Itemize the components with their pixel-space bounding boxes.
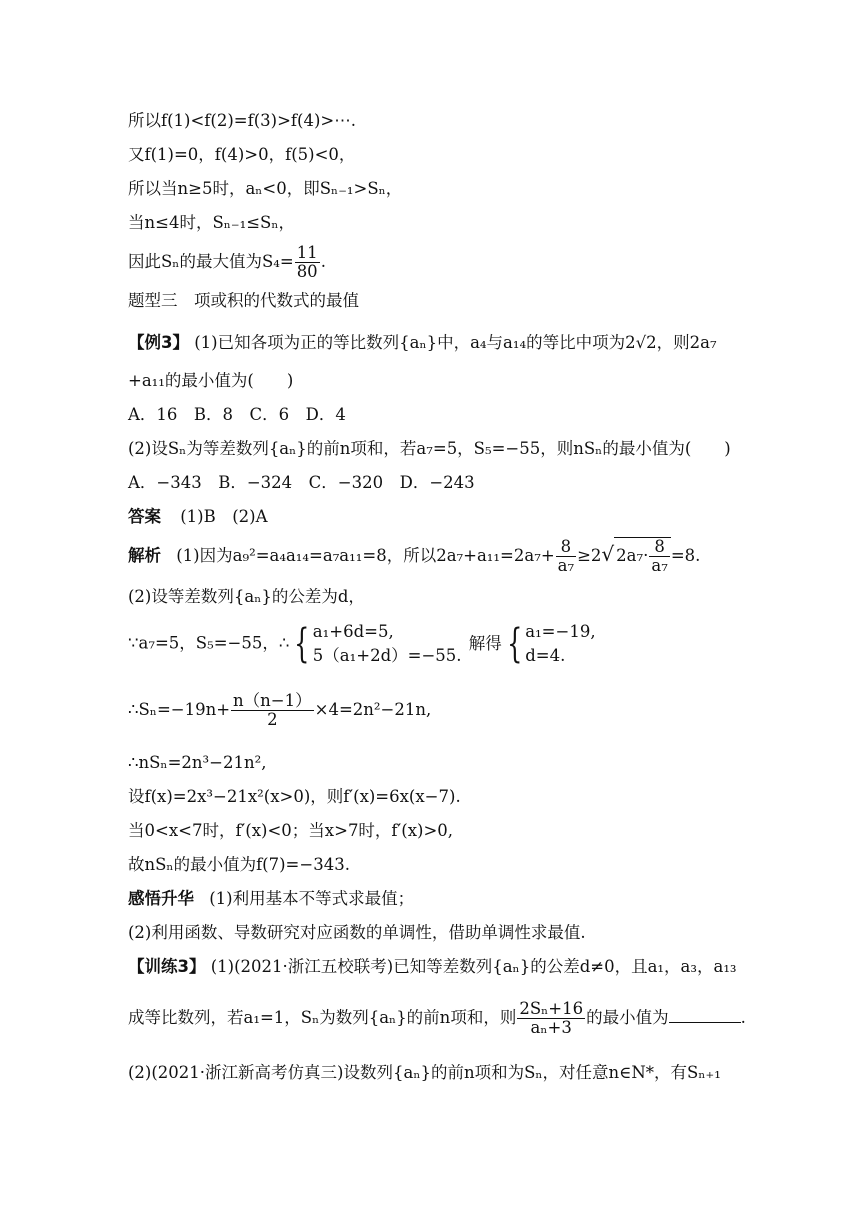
text-fragment: ∵a₇=5，S₅=−55，∴ [128,633,290,653]
equation-system-line [128,620,596,668]
text-line [128,692,431,729]
text-fragment: 的最小值为 [586,1008,669,1027]
fraction [556,538,576,575]
equation: d=4. [525,646,566,665]
text-line: (2)利用函数、导数研究对应函数的单调性，借助单调性求最值. [128,923,586,942]
equation: a₁+6d=5, [312,622,394,641]
equation: 5（a₁+2d）=−55. [312,646,462,665]
fraction-numerator: 8 [649,538,669,557]
text-line [128,537,700,575]
text-line: 又f(1)=0，f(4)>0，f(5)<0， [128,145,356,164]
fraction-denominator: a₇ [651,556,668,575]
text-fragment: (1)利用基本不等式求最值； [209,889,415,908]
text-line: 因此Sₙ的最大值为S₄= $\frac{11}{80}$ . [128,243,326,281]
text-fragment: . [740,1008,746,1027]
text-fragment: 解得 [468,633,502,653]
text-fragment: ×4=2n²−21n, [314,700,432,719]
left-brace: { [506,621,523,667]
text-fragment: ∴Sₙ=−19n+ [128,700,231,719]
fraction-denominator: a₇ [557,556,575,575]
fraction-numerator: n（n−1） [233,691,312,710]
text-fragment: 成等比数列，若a₁=1，Sₙ为数列{aₙ}的前n项和，则 [128,1008,517,1027]
fraction-denominator: 80 [296,262,318,281]
example-label: 【例3】 [128,333,189,352]
fraction-numerator: 8 [556,538,576,557]
text-fragment: (1)(2021·浙江五校联考)已知等差数列{aₙ}的公差d≠0，且a₁，a₃，a₁₃ [210,957,737,976]
text-line: 当n≤4时，Sₙ₋₁≤Sₙ， [128,213,295,232]
text-line [128,956,737,978]
answer-label: 答案 [128,507,161,526]
text-line: 当0<x<7时，f′(x)<0；当x>7时，f′(x)>0, [128,821,454,840]
insight-label: 感悟升华 [128,889,194,908]
text-line: (2)设Sₙ为等差数列{aₙ}的前n项和，若a₇=5，S₅=−55，则nSₙ的最小值为( ) [128,439,731,458]
text-line: 设f(x)=2x³−21x²(x>0)，则f′(x)=6x(x−7). [128,787,461,806]
text-line: ∴nSₙ=2n³−21n², [128,753,267,772]
fraction [231,692,314,729]
fraction [295,244,320,281]
fraction [517,1000,585,1037]
text-fragment: (1)已知各项为正的等比数列{aₙ}中，a₄与a₁₄的等比中项为2√2，则2a₇ [194,333,717,352]
fraction-denominator: aₙ+3 [530,1018,572,1037]
text-fragment: ≥2 [577,546,602,565]
section-heading: 题型三 项或积的代数式的最值 [128,291,359,310]
answer-options: A．16 B．8 C．6 D．4 [128,405,346,424]
text-line [128,1000,746,1037]
equation-system [525,620,595,668]
text-line [128,332,717,354]
solution-label: 解析 [128,546,161,565]
exercise-label: 【训练3】 [128,957,206,976]
text-line [128,888,414,910]
fraction-numerator: 2Sₙ+16 [519,999,584,1018]
text-line: 所以f(1)<f(2)=f(3)>f(4)>⋯. [128,111,356,130]
text-line: 故nSₙ的最小值为f(7)=−343. [128,855,350,874]
fraction [649,538,669,575]
radicand: 2a₇· $\frac{8}{\text{a₇}}$ [614,537,671,575]
fraction-numerator: 11 [296,243,318,262]
equation: a₁=−19, [525,622,596,641]
answer-text: (1)B (2)A [180,507,268,526]
text-fragment: =8. [670,546,701,565]
text-fragment: (1)因为a₉²=a₄a₁₄=a₇a₁₁=8，所以2a₇+a₁₁=2a₇+ [176,546,555,565]
text-line: +a₁₁的最小值为( ) [128,371,294,390]
text-line: (2)(2021·浙江新高考仿真三)设数列{aₙ}的前n项和为Sₙ，对任意n∈N*，有Sₙ₊₁ [128,1063,721,1082]
text-line: 所以当n≥5时，aₙ<0，即Sₙ₋₁>Sₙ， [128,179,403,198]
equation-system [313,620,462,668]
radical-sign: √ [601,542,615,566]
text-line: (2)设等差数列{aₙ}的公差为d， [128,587,365,606]
left-brace: { [294,621,310,667]
fraction-denominator: 2 [267,710,278,729]
text-line [128,506,268,528]
answer-blank [669,1006,741,1023]
answer-options: A．−343 B．−324 C．−320 D．−243 [128,473,475,492]
text-fragment: 因此Sₙ的最大值为S₄= [128,252,294,271]
